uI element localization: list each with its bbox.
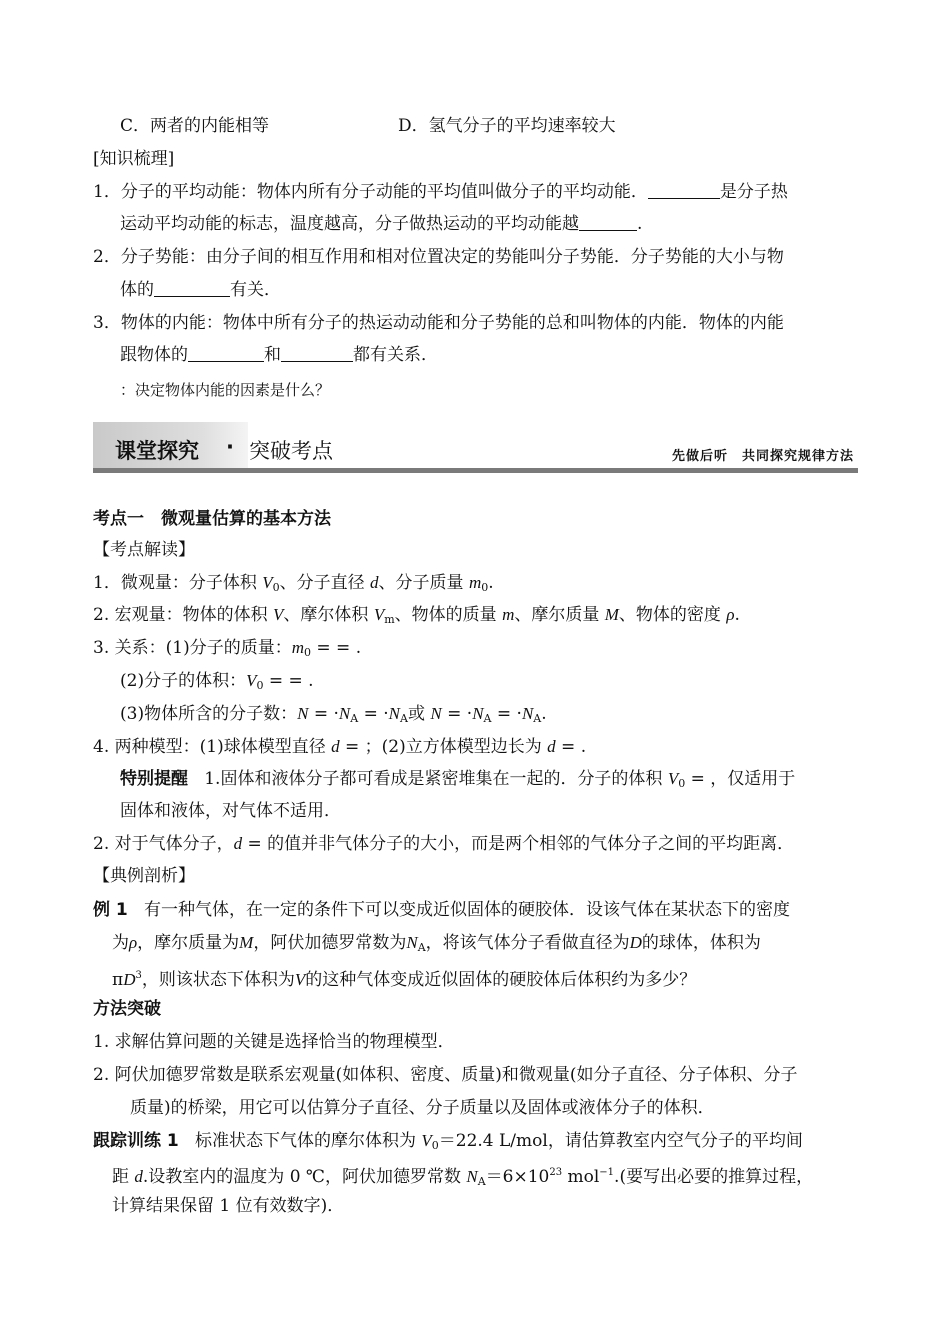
two-models: 4. 两种模型：(1)球体模型直径 d = ；(2)立方体模型边长为 d = .: [93, 737, 587, 757]
knowledge-heading: [知识梳理]: [93, 149, 175, 169]
option-d: D．氢气分子的平均速率较大: [398, 116, 616, 136]
fill-blank[interactable]: [648, 181, 720, 199]
example-label: 例 1: [93, 900, 128, 920]
example-1-line-3: $\pi D^3$，则该状态下体积为V的这种气体变成近似固体的硬胶体后体积约为多少？: [112, 970, 697, 990]
knowledge-item-3-line-1: 3．物体的内能：物体中所有分子的热运动动能和分子势能的总和叫物体的内能．物体的内能: [93, 313, 784, 333]
knowledge-item-3-line-2: 跟物体的 和 都有关系．: [120, 345, 438, 365]
fill-blank[interactable]: [281, 344, 353, 362]
banner-subtitle: 突破考点: [249, 439, 333, 463]
fill-blank[interactable]: [579, 213, 637, 231]
special-tip-label: 特别提醒: [120, 769, 188, 789]
banner-rule: [93, 468, 858, 473]
tracking-exercise-line-3: 计算结果保留 1 位有效数字)．: [112, 1196, 345, 1216]
kaodian-jiedu-label: 【考点解读】: [93, 540, 195, 560]
special-tip: 特别提醒 1.固体和液体分子都可看成是紧密堆集在一起的．分子的体积 $V_0$ = ，仅适用于: [120, 769, 796, 790]
knowledge-item-2-line-2: 体的 有关．: [120, 280, 281, 300]
tracking-label: 跟踪训练 1: [93, 1131, 179, 1151]
method-1: 1. 求解估算问题的关键是选择恰当的物理模型．: [93, 1032, 455, 1052]
knowledge-question: ：决定物体内能的因素是什么？: [120, 381, 331, 399]
macro-quantities: 2. 宏观量：物体的体积 V、摩尔体积 $V_m$、物体的质量 m、摩尔质量 M、物体的密度 ρ.: [93, 605, 740, 626]
method-heading: 方法突破: [93, 999, 161, 1019]
banner-motto: 先做后听 共同探究规律方法: [671, 449, 854, 464]
example-analysis-label: 【典例剖析】: [93, 866, 195, 886]
tracking-exercise-line-2: 距 d.设教室内的温度为 0 ℃，阿伏加德罗常数 $N_A=6\times 10^{23}$ mol$^{-1}$.(要写出必要的推算过程，: [112, 1167, 814, 1188]
section-heading: 考点一 微观量估算的基本方法: [93, 509, 331, 529]
fill-blank[interactable]: [154, 279, 230, 297]
knowledge-item-1-line-2: 运动平均动能的标志，温度越高，分子做热运动的平均动能越 .: [120, 214, 643, 234]
example-1-line-1: 例 1 有一种气体，在一定的条件下可以变成近似固体的硬胶体．设该气体在某状态下的密度: [93, 900, 790, 920]
special-tip-line-2: 固体和液体，对气体不适用．: [120, 801, 341, 821]
gas-molecule-note: 2. 对于气体分子，d = 的值并非气体分子的大小，而是两个相邻的气体分子之间的平均距离．: [93, 834, 795, 854]
knowledge-item-1-line-1: 1．分子的平均动能：物体内所有分子动能的平均值叫做分子的平均动能． 是分子热: [93, 182, 788, 202]
knowledge-item-2-line-1: 2．分子势能：由分子间的相互作用和相对位置决定的势能叫分子势能．分子势能的大小与物: [93, 247, 784, 267]
fill-blank[interactable]: [188, 344, 264, 362]
tracking-exercise-line-1: 跟踪训练 1 标准状态下气体的摩尔体积为 $V_0=22.4$ L/mol，请估算教室内空气分子的平均间: [93, 1131, 803, 1152]
method-2-line-2: 质量)的桥梁，用它可以估算分子直径、分子质量以及固体或液体分子的体积．: [130, 1098, 715, 1118]
banner-dot: ·: [226, 435, 234, 459]
relation-mass: 3. 关系：(1)分子的质量：$m_0$ = = .: [93, 638, 362, 659]
example-1-line-2: 为ρ，摩尔质量为M，阿伏加德罗常数为$N_A$，将该气体分子看做直径为D的球体，体积为: [112, 933, 761, 954]
section-banner: [93, 422, 858, 475]
relation-volume: (2)分子的体积：$V_0$ = = .: [120, 671, 314, 692]
relation-number: (3)物体所含的分子数：$N = \cdot N_A = \cdot N_A$或 $N = \cdot N_A = \cdot N_A$.: [120, 704, 547, 725]
method-2-line-1: 2. 阿伏加德罗常数是联系宏观量(如体积、密度、质量)和微观量(如分子直径、分子体积、分子: [93, 1065, 798, 1085]
banner-title: 课堂探究: [115, 439, 199, 463]
micro-quantities: 1．微观量：分子体积 $V_0$、分子直径 d、分子质量 $m_0$.: [93, 573, 494, 594]
option-c: C．两者的内能相等: [120, 116, 270, 136]
